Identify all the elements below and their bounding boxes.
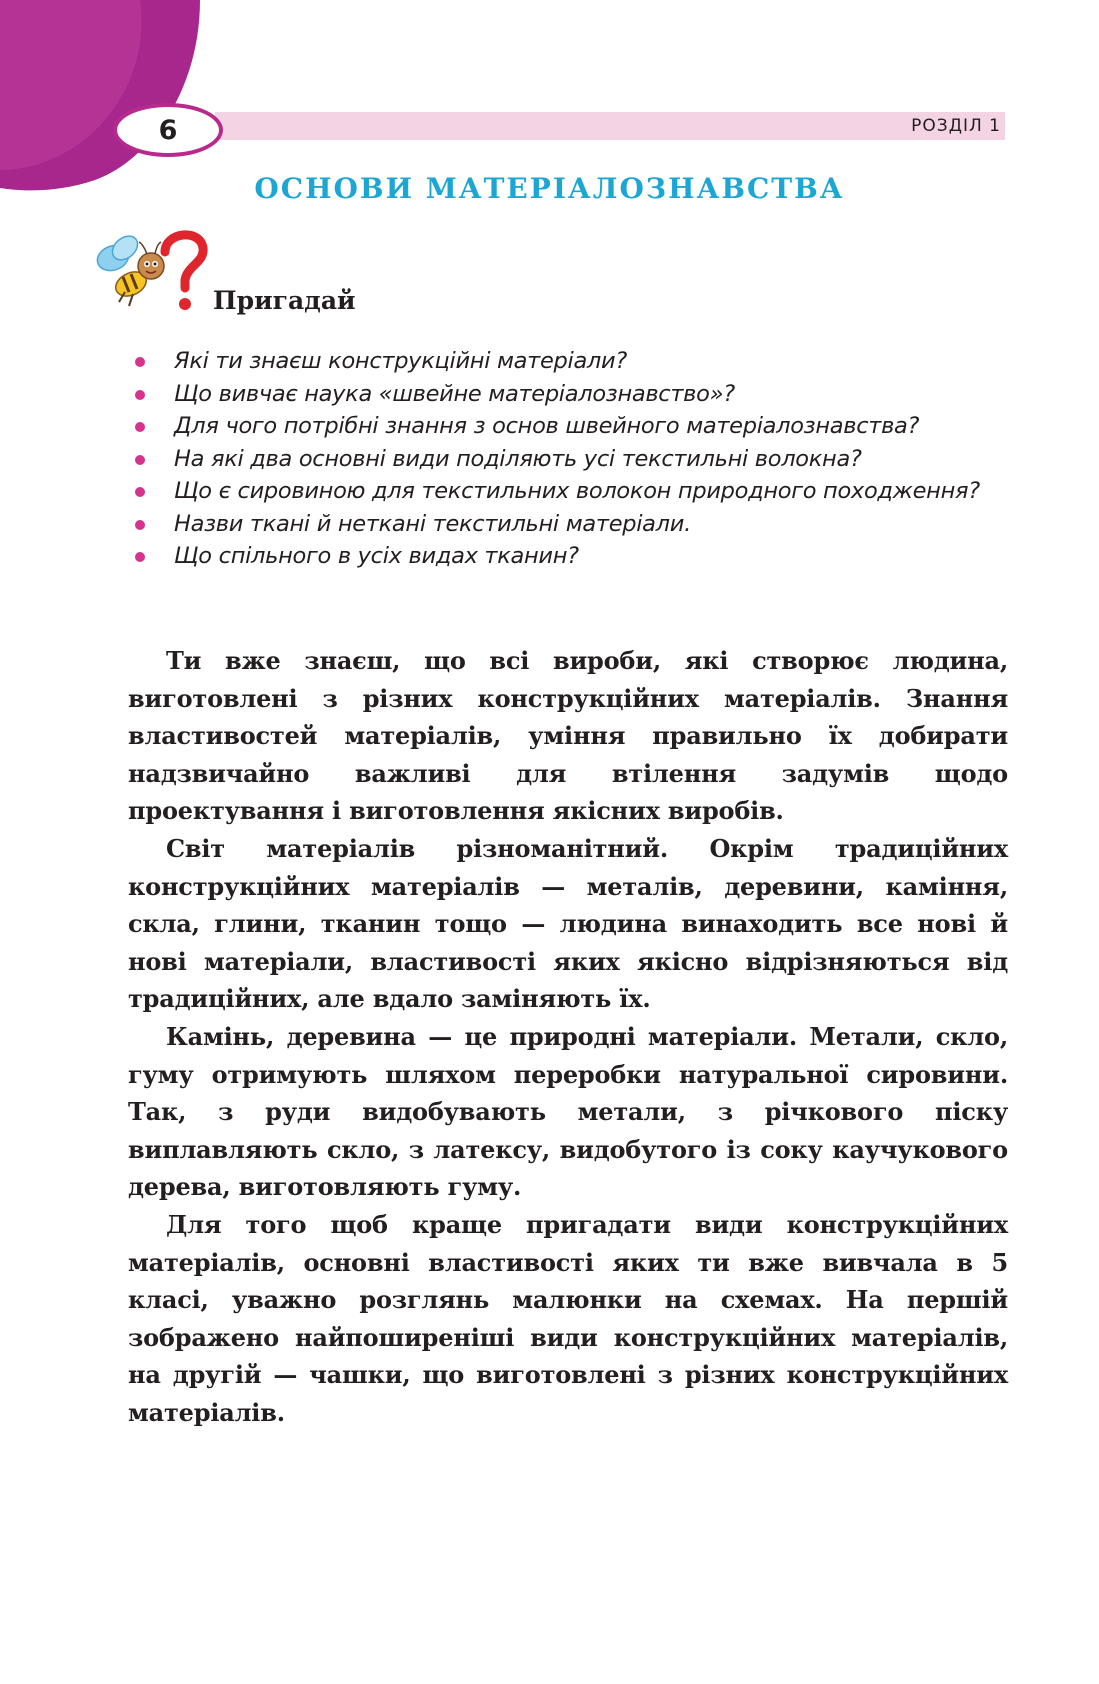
section-label: РОЗДІЛ 1: [911, 116, 1001, 136]
recall-heading: Пригадай: [213, 286, 356, 315]
list-item: Які ти знаєш конструкційні матеріали?: [132, 345, 1012, 378]
list-item: Що спільного в усіх видах тканин?: [132, 540, 1012, 573]
bee-question-icon: [95, 222, 215, 322]
bullet-icon: [135, 422, 145, 432]
bullet-icon: [135, 487, 145, 497]
paragraph: Ти вже знаєш, що всі вироби, які створює людина, виготовлені з різних конструкційних матеріалів. Знання властивостей матеріалів, уміння правильно їх добирати надзвичайно важливі для втілення задумів щодо проектування і виготовлення якісних виробів.: [128, 646, 1008, 826]
paragraph: Світ матеріалів різноманітний. Окрім традиційних конструкційних матеріалів — металів, деревини, каміння, скла, глини, тканин тощо — людина винаходить все нові й нові матеріали, властивості яких якісно відрізняються від традиційних, але вдало заміняють їх.: [128, 833, 1008, 1014]
page-title: ОСНОВИ МАТЕРІАЛОЗНАВСТВА: [254, 172, 845, 205]
header-bar: [215, 112, 1005, 140]
paragraph: Камінь, деревина — це природні матеріали. Метали, скло, гуму отримують шляхом переробки натуральної сировини. Так, з руди видобувають метали, з річкового піску виплавляють скло, з латексу, видобутого із соку каучукового дерева, виготовляють гуму.: [128, 1021, 1008, 1202]
bullet-icon: [135, 357, 145, 367]
bullet-icon: [135, 455, 145, 465]
page-number: 6: [113, 103, 223, 157]
list-item: На які два основні види поділяють усі текстильні волокна?: [132, 443, 1012, 476]
list-item: Назви ткані й неткані текстильні матеріали.: [132, 508, 1012, 541]
bullet-icon: [135, 390, 145, 400]
corner-decoration: [0, 0, 220, 200]
bullet-icon: [135, 520, 145, 530]
body-text: [128, 642, 1008, 1431]
list-item: Що вивчає наука «швейне матеріалознавство»?: [132, 378, 1012, 411]
list-item: Для чого потрібні знання з основ швейного матеріалознавства?: [132, 410, 1012, 443]
recall-question-list: [132, 345, 1012, 573]
paragraph: Для того щоб краще пригадати види конструкційних матеріалів, основні властивості яких ти вже вивчала в 5 класі, уважно розглянь малюнки на схемах. На першій зображено найпоширеніші види конструкційних матеріалів, на другій — чашки, що виготовлені з різних конструкційних матеріалів.: [128, 1209, 1008, 1427]
bullet-icon: [135, 552, 145, 562]
list-item: Що є сировиною для текстильних волокон природного походження?: [132, 475, 1012, 508]
